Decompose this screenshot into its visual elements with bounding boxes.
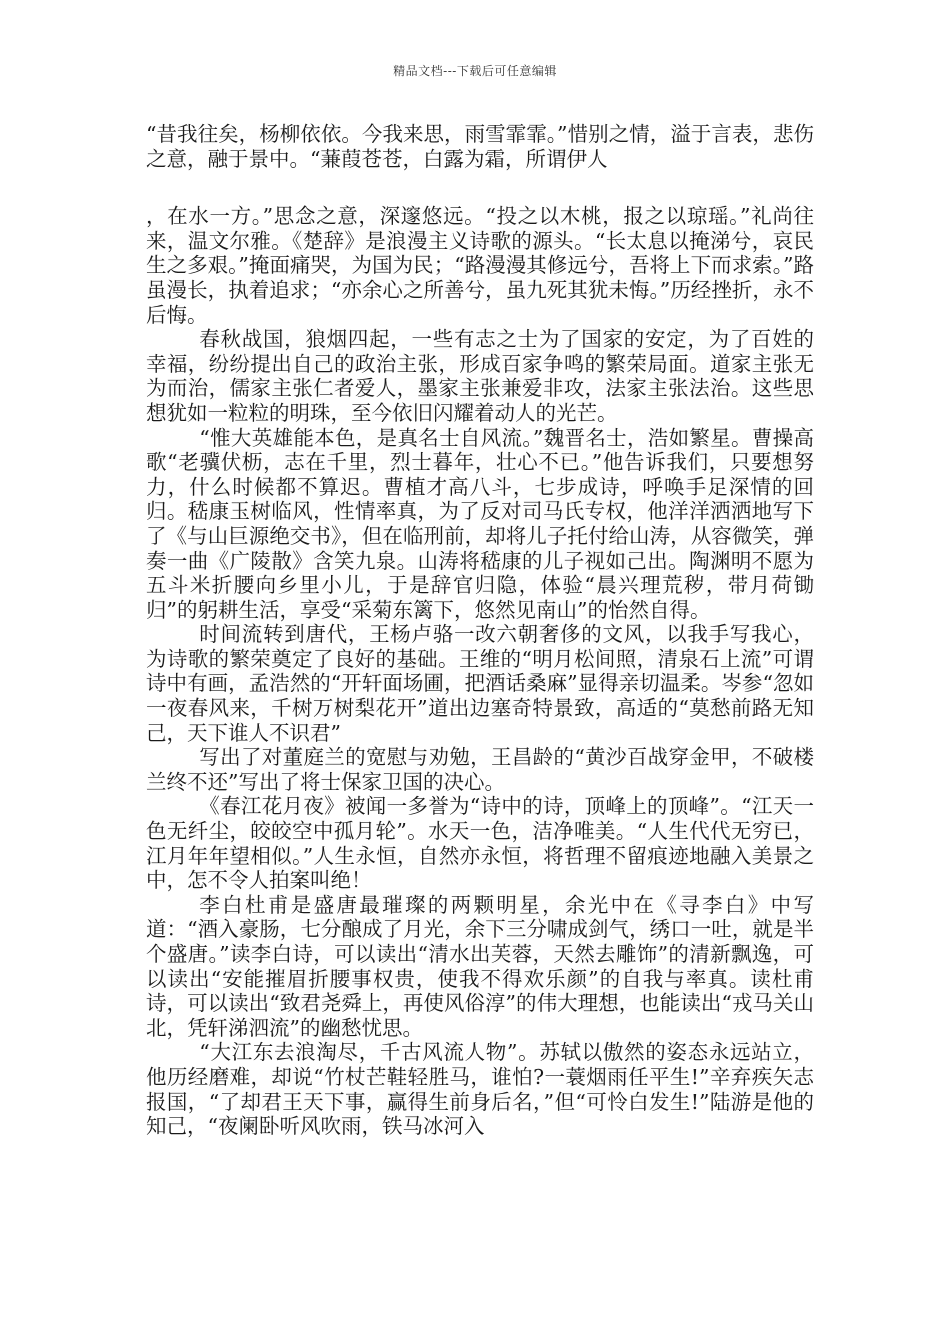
paragraph-chunjiang: 《春江花月夜》被闻一多誉为“诗中的诗，顶峰上的顶峰”。“江天一色无纤尘，皎皎空中孤月轮”。水天一色，洁净唯美。“人生代代无穷已，江月年年望相似。”人生永恒，自然亦永恒，将哲理不留痕迹地融入美景之中，怎不令人拍案叫绝！	[146, 794, 814, 893]
paragraph-chunqiu: 春秋战国，狼烟四起，一些有志之士为了国家的安定，为了百姓的幸福，纷纷提出自己的政治主张，形成百家争鸣的繁荣局面。道家主张无为而治，儒家主张仁者爱人，墨家主张兼爱非攻，法家主张法治。这些思想犹如一粒粒的明珠，至今依旧闪耀着动人的光芒。	[146, 327, 814, 425]
paragraph-tang-cont: 写出了对董庭兰的宽慰与劝勉，王昌龄的“黄沙百战穿金甲，不破楼兰终不还”写出了将士保家卫国的决心。	[146, 745, 814, 794]
paragraph-libai-dufu: 李白杜甫是盛唐最璀璨的两颗明星，余光中在《寻李白》中写道：“酒入豪肠，七分酿成了月光，余下三分啸成剑气，绣口一吐，就是半个盛唐。”读李白诗，可以读出“清水出芙蓉，天然去雕饰”的清新飘逸，可以读出“安能摧眉折腰事权贵，使我不得欢乐颜”的自我与率真。读杜甫诗，可以读出“致君尧舜上，再使风俗淳”的伟大理想，也能读出“戎马关山北，凭轩涕泗流”的幽愁忧思。	[146, 892, 814, 1040]
paragraph-weijin: “惟大英雄能本色，是真名士自风流。”魏晋名士，浩如繁星。曹操高歌“老骥伏枥，志在千里，烈士暮年，壮心不已。”他告诉我们，只要想努力，什么时候都不算迟。曹植才高八斗，七步成诗，呼唤手足深情的回归。嵇康玉树临风，性情率真，为了反对司马氏专权，他洋洋洒洒地写下了《与山巨源绝交书》，但在临刑前，却将儿子托付给山涛，从容微笑，弹奏一曲《广陵散》含笑九泉。山涛将嵇康的儿子视如己出。陶渊明不愿为五斗米折腰向乡里小儿，于是辞官归隐，体验“晨兴理荒秽，带月荷锄归”的躬耕生活，享受“采菊东篱下，悠然见南山”的怡然自得。	[146, 425, 814, 622]
document-body	[146, 122, 814, 1139]
page-header: 精品文档---下载后可任意编辑	[393, 64, 557, 78]
paragraph-tang: 时间流转到唐代，王杨卢骆一改六朝奢侈的文风，以我手写我心，为诗歌的繁荣奠定了良好的基础。王维的“明月松间照，清泉石上流”可谓诗中有画，孟浩然的“开轩面场圃，把酒话桑麻”显得亲切温柔。岑参“忽如一夜春风来，千树万树梨花开”道出边塞奇特景致，高适的“莫愁前路无知己，天下谁人不识君”	[146, 622, 814, 745]
paragraph-shijing-2: ，在水一方。”思念之意，深邃悠远。“投之以木桃，报之以琼瑶。”礼尚往来，温文尔雅。《楚辞》是浪漫主义诗歌的源头。“长太息以掩涕兮，哀民生之多艰。”掩面痛哭，为国为民；“路漫漫其修远兮，吾将上下而求索。”路虽漫长，执着追求；“亦余心之所善兮，虽九死其犹未悔。”历经挫折，永不后悔。	[146, 204, 814, 327]
paragraph-song: “大江东去浪淘尽，千古风流人物”。苏轼以傲然的姿态永远站立，他历经磨难，却说“竹杖芒鞋轻胜马，谁怕?一蓑烟雨任平生!”辛弃疾矢志报国，“了却君王天下事，赢得生前身后名，”但“可怜白发生!”陆游是他的知己，“夜阑卧听风吹雨，铁马冰河入	[146, 1040, 814, 1139]
paragraph-shijing-1: “昔我往矣，杨柳依依。今我来思，雨雪霏霏。”惜别之情，溢于言表，悲伤之意，融于景中。“蒹葭苍苍，白露为霜，所谓伊人	[146, 122, 814, 171]
